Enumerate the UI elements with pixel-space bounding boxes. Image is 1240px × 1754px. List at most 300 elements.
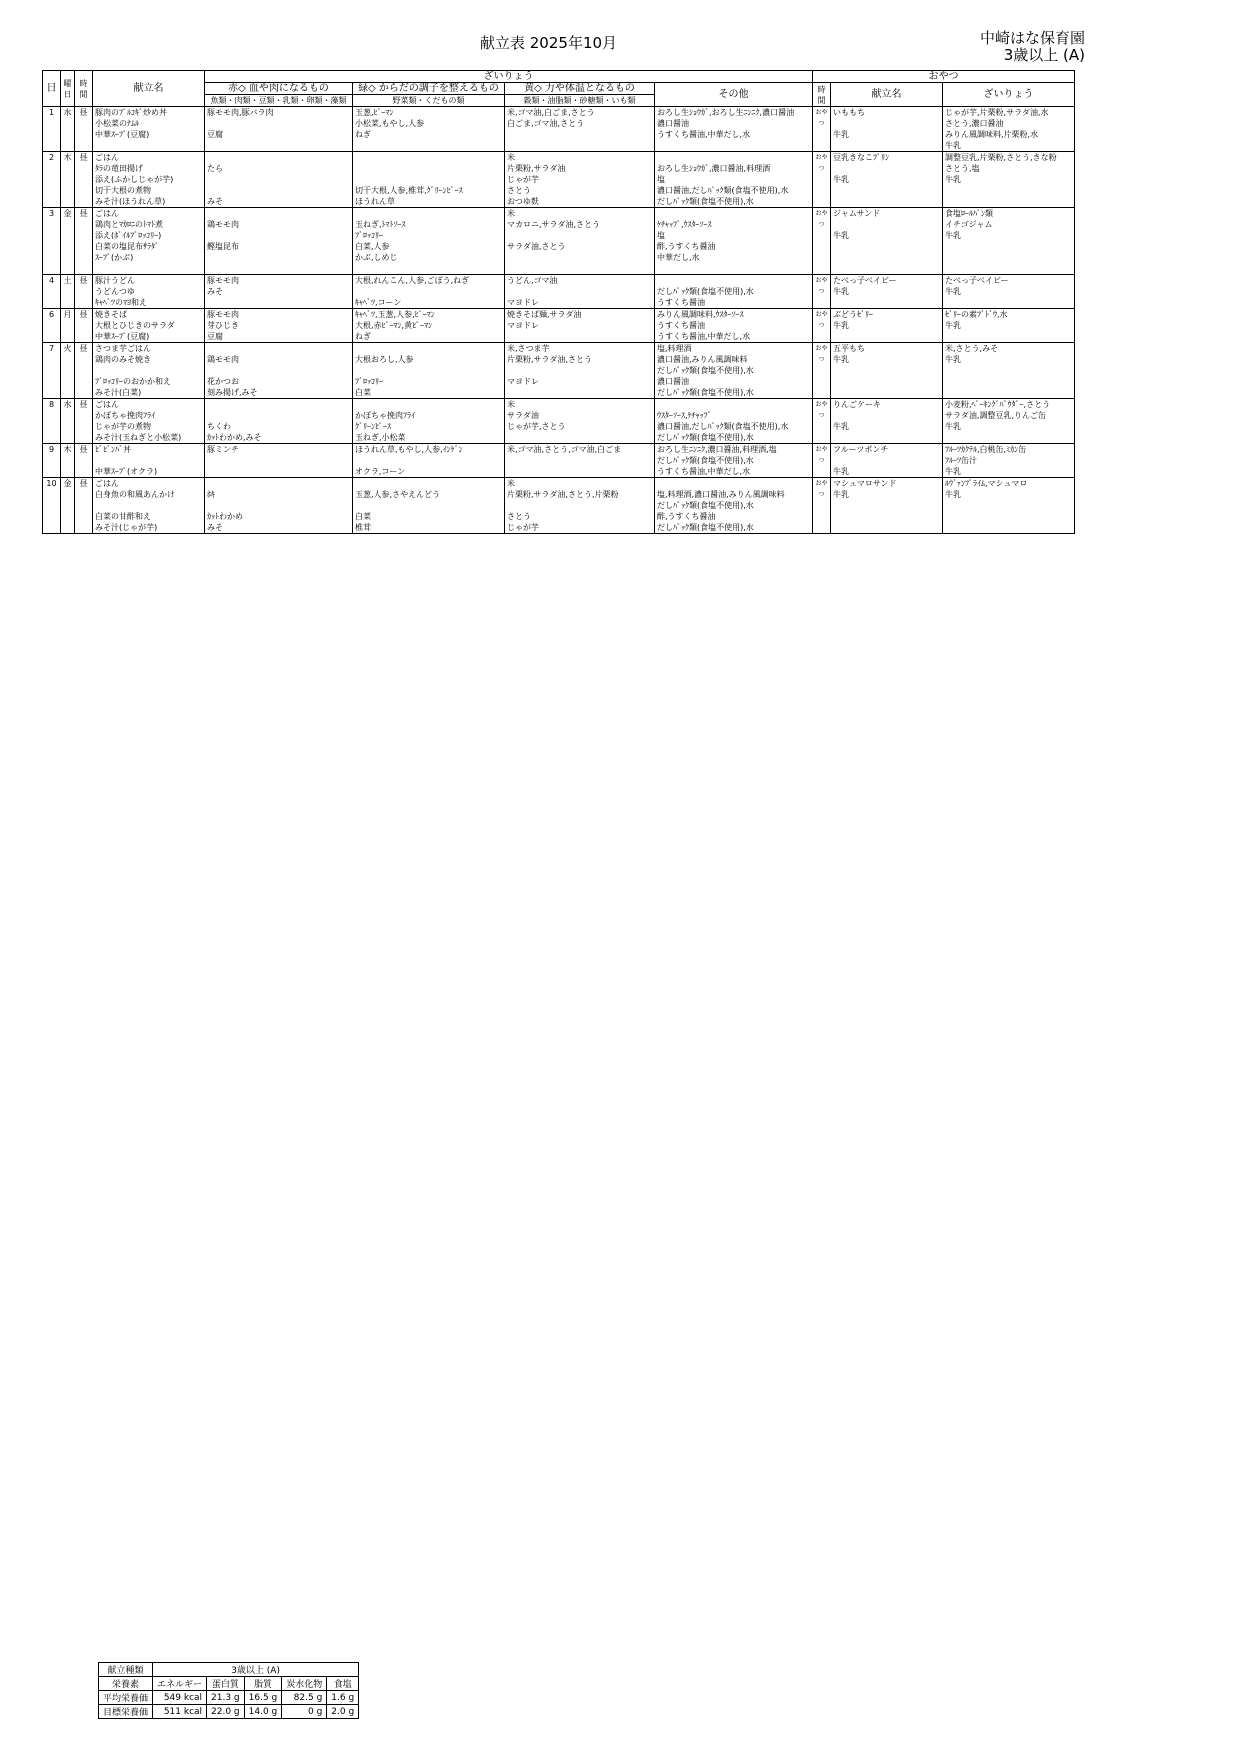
snack-ingredient-cell (943, 152, 1075, 208)
other-ingredient: 酢,うすくち醤油 (657, 512, 716, 521)
yellow-ingredient: 米 (507, 400, 515, 409)
day-row (43, 152, 1075, 208)
nutrition-cell: 82.5 g (282, 1691, 327, 1705)
red-ingredient (207, 365, 350, 376)
snack-ingredient: たべっ子ベイビー (945, 276, 1009, 285)
nutrition-type-value: 3歳以上 (A) (153, 1663, 359, 1677)
snack-time: おやつ (813, 343, 831, 399)
nutrition-cell: 平均栄養価 (99, 1691, 153, 1705)
other-ingredient: うすくち醤油 (657, 298, 705, 307)
nutrition-header: 蛋白質 (207, 1677, 245, 1691)
green-ingredient (355, 343, 502, 354)
day-number: 2 (43, 152, 61, 208)
yellow-ingredient: 焼きそば麺,サラダ油 (507, 310, 582, 319)
green-ingredient: ねぎ (355, 332, 371, 341)
nutrition-header-row (99, 1677, 359, 1691)
weekday: 金 (61, 478, 75, 534)
yellow-ingredient (507, 331, 652, 342)
red-ingredient (207, 185, 350, 196)
green-ingredient (355, 163, 502, 174)
menu-item-cell (93, 478, 205, 534)
col-red-sub: 魚類・肉類・豆類・乳類・卵類・藻類 (205, 95, 353, 107)
red-ingredient: 豆腐 (207, 332, 223, 341)
red-ingredient (207, 343, 350, 354)
menu-item: 白身魚の和風あんかけ (95, 490, 175, 499)
col-green: 緑◇ からだの調子を整えるもの (353, 83, 505, 95)
day-row (43, 343, 1075, 399)
snack-ingredient-cell (943, 107, 1075, 152)
yellow-ingredient-cell (505, 208, 655, 275)
yellow-ingredient: 片栗粉,サラダ油 (507, 164, 566, 173)
snack-menu-cell (831, 275, 943, 309)
other-ingredient-cell (655, 309, 813, 343)
green-ingredient (355, 152, 502, 163)
green-ingredient: 椎茸 (355, 523, 371, 532)
menu-item: 切干大根の煮物 (95, 186, 151, 195)
menu-item-cell (93, 309, 205, 343)
menu-item: ﾌﾞﾛｯｺﾘｰのおかか和え (95, 377, 171, 386)
snack-menu: ジャムサンド (833, 209, 881, 218)
snack-menu: 牛乳 (833, 175, 849, 184)
snack-ingredient: 牛乳 (945, 231, 961, 240)
green-ingredient (355, 286, 502, 297)
green-ingredient: 切干大根,人参,椎茸,ｸﾞﾘｰﾝﾋﾟｰｽ (355, 186, 463, 195)
snack-ingredient: みりん風調味料,片栗粉,水 (945, 130, 1039, 139)
day-row (43, 208, 1075, 275)
weekday: 火 (61, 343, 75, 399)
day-number: 10 (43, 478, 61, 534)
col-yellow: 黄◇ 力や体温となるもの (505, 83, 655, 95)
other-ingredient: だしﾊﾟｯｸ類(食塩不使用),水 (657, 456, 754, 465)
red-ingredient (207, 399, 350, 410)
green-ingredient (355, 399, 502, 410)
yellow-ingredient: 片栗粉,サラダ油,さとう (507, 355, 593, 364)
snack-menu: 牛乳 (833, 490, 849, 499)
green-ingredient: 玉ねぎ,ﾄﾏﾄｿｰｽ (355, 220, 406, 229)
day-row (43, 107, 1075, 152)
yellow-ingredient-cell (505, 152, 655, 208)
nutrition-header: 脂質 (244, 1677, 282, 1691)
red-ingredient (207, 500, 350, 511)
green-ingredient: ｷｬﾍﾞﾂ,玉葱,人参,ﾋﾟｰﾏﾝ (355, 310, 435, 319)
menu-item (95, 455, 202, 466)
snack-ingredient: 牛乳 (945, 141, 961, 150)
organization-block (980, 30, 1085, 64)
weekday: 金 (61, 208, 75, 275)
red-ingredient (207, 152, 350, 163)
snack-ingredient: さとう,濃口醤油 (945, 119, 1004, 128)
snack-menu (833, 219, 940, 230)
menu-item-cell (93, 152, 205, 208)
nutrition-header: エネルギー (153, 1677, 207, 1691)
yellow-ingredient-cell (505, 399, 655, 444)
snack-ingredient: 牛乳 (945, 175, 961, 184)
other-ingredient: 塩,料理酒,濃口醤油,みりん風調味料 (657, 490, 785, 499)
red-ingredient-cell (205, 275, 353, 309)
green-ingredient: オクラ,コーン (355, 467, 406, 476)
snack-time: おやつ (813, 444, 831, 478)
snack-time: おやつ (813, 275, 831, 309)
menu-item: みそ汁(じゃが芋) (95, 523, 158, 532)
nutrition-cell: 22.0 g (207, 1705, 245, 1719)
weekday: 木 (61, 152, 75, 208)
yellow-ingredient: 米 (507, 153, 515, 162)
col-snack-menu: 献立名 (831, 83, 943, 107)
nutrition-cell: 14.0 g (244, 1705, 282, 1719)
snack-menu: 牛乳 (833, 355, 849, 364)
other-ingredient: だしﾊﾟｯｸ類(食塩不使用),水 (657, 433, 754, 442)
red-ingredient-cell (205, 343, 353, 399)
menu-item: 小松菜のﾅﾑﾙ (95, 119, 139, 128)
snack-menu (833, 410, 940, 421)
menu-table (42, 70, 1075, 534)
day-number: 8 (43, 399, 61, 444)
nutrition-cell: 1.6 g (327, 1691, 359, 1705)
snack-menu: 牛乳 (833, 321, 849, 330)
green-ingredient (355, 208, 502, 219)
snack-ingredient-cell (943, 444, 1075, 478)
nutrition-cell: 目標栄養価 (99, 1705, 153, 1719)
menu-item: 中華ｽｰﾌﾟ(オクラ) (95, 467, 158, 476)
day-number: 9 (43, 444, 61, 478)
yellow-ingredient: さとう (507, 512, 531, 521)
meal-time: 昼 (75, 275, 93, 309)
nutrition-cell: 511 kcal (153, 1705, 207, 1719)
snack-menu-cell (831, 444, 943, 478)
menu-item (95, 365, 202, 376)
snack-ingredient: 食塩ﾛｰﾙﾊﾟﾝ類 (945, 209, 993, 218)
yellow-ingredient (507, 455, 652, 466)
snack-menu-cell (831, 107, 943, 152)
col-ingredients: ざいりょう (205, 71, 813, 83)
red-ingredient: ﾎｷ (207, 490, 215, 499)
green-ingredient: 玉葱,人参,さやえんどう (355, 490, 441, 499)
menu-item-cell (93, 275, 205, 309)
snack-ingredient: サラダ油,調整豆乳,りんご缶 (945, 411, 1047, 420)
red-ingredient: 鰹塩昆布 (207, 242, 239, 251)
menu-item (95, 500, 202, 511)
snack-menu: フルーツポンチ (833, 445, 889, 454)
red-ingredient (207, 297, 350, 308)
yellow-ingredient: マヨドレ (507, 377, 539, 386)
nutrition-header: 食塩 (327, 1677, 359, 1691)
red-ingredient (207, 230, 350, 241)
other-ingredient-cell (655, 152, 813, 208)
other-ingredient: 中華だし,水 (657, 253, 700, 262)
other-ingredient (657, 275, 810, 286)
other-ingredient: 濃口醤油 (657, 119, 689, 128)
other-ingredient: 濃口醤油,だしﾊﾟｯｸ類(食塩不使用),水 (657, 186, 789, 195)
menu-item: みそ汁(白菜) (95, 388, 142, 397)
yellow-ingredient: 米,さつま芋 (507, 344, 550, 353)
menu-item: 添え(ふかしじゃが芋) (95, 175, 174, 184)
red-ingredient: 豆腐 (207, 130, 223, 139)
day-row (43, 444, 1075, 478)
green-ingredient: 白菜 (355, 512, 371, 521)
red-ingredient (207, 252, 350, 263)
green-ingredient: ねぎ (355, 130, 371, 139)
other-ingredient (657, 152, 810, 163)
other-ingredient: だしﾊﾟｯｸ類(食塩不使用),水 (657, 366, 754, 375)
green-ingredient: ｷｬﾍﾞﾂ,コーン (355, 298, 402, 307)
day-row (43, 478, 1075, 534)
menu-item: 白菜の塩昆布ｻﾗﾀﾞ (95, 242, 159, 251)
yellow-ingredient (507, 432, 652, 443)
green-ingredient: ﾌﾞﾛｯｺﾘｰ (355, 377, 383, 386)
menu-item: 添え(ﾎﾞｲﾙﾌﾞﾛｯｺﾘｰ) (95, 231, 162, 240)
menu-item: ごはん (95, 209, 119, 218)
yellow-ingredient: マヨドレ (507, 321, 539, 330)
other-ingredient (657, 399, 810, 410)
other-ingredient-cell (655, 208, 813, 275)
red-ingredient: 花かつお (207, 377, 239, 386)
snack-menu: ぶどうｾﾞﾘｰ (833, 310, 873, 319)
yellow-ingredient: おつゆ麩 (507, 197, 539, 206)
snack-time: おやつ (813, 399, 831, 444)
menu-item: 中華ｽｰﾌﾟ(豆腐) (95, 332, 150, 341)
green-ingredient (355, 365, 502, 376)
menu-item: みそ汁(ほうれん草) (95, 197, 166, 206)
other-ingredient: 酢,うすくち醤油 (657, 242, 716, 251)
yellow-ingredient (507, 466, 652, 477)
green-ingredient-cell (353, 309, 505, 343)
yellow-ingredient: じゃが芋,さとう (507, 422, 566, 431)
nutrition-cell: 549 kcal (153, 1691, 207, 1705)
menu-item: さつま芋ごはん (95, 344, 151, 353)
red-ingredient-cell (205, 107, 353, 152)
menu-item-cell (93, 208, 205, 275)
green-ingredient-cell (353, 343, 505, 399)
snack-menu-cell (831, 208, 943, 275)
menu-item: 大根とひじきのサラダ (95, 321, 175, 330)
snack-ingredient: ｾﾞﾘｰの素ﾌﾞﾄﾞｳ,水 (945, 310, 1008, 319)
snack-menu-cell (831, 399, 943, 444)
meal-time: 昼 (75, 478, 93, 534)
nutrition-cell: 2.0 g (327, 1705, 359, 1719)
other-ingredient: おろし生ﾆﾝﾆｸ,濃口醤油,料理酒,塩 (657, 445, 777, 454)
green-ingredient-cell (353, 444, 505, 478)
green-ingredient (355, 500, 502, 511)
menu-item: 鶏肉とﾏｶﾛﾆのﾄﾏﾄ煮 (95, 220, 163, 229)
green-ingredient-cell (353, 478, 505, 534)
red-ingredient: みそ (207, 523, 223, 532)
snack-ingredient: じゃが芋,片栗粉,サラダ油,水 (945, 108, 1049, 117)
other-ingredient: ｳｽﾀｰｿｰｽ,ｹﾁｬｯﾌﾟ (657, 411, 712, 420)
yellow-ingredient: マカロニ,サラダ油,さとう (507, 220, 601, 229)
red-ingredient: みそ (207, 287, 223, 296)
menu-item: ｽｰﾌﾟ(かぶ) (95, 253, 134, 262)
yellow-ingredient: じゃが芋 (507, 523, 539, 532)
weekday: 土 (61, 275, 75, 309)
green-ingredient: 大根,赤ﾋﾟｰﾏﾝ,黄ﾋﾟｰﾏﾝ (355, 321, 433, 330)
meal-time: 昼 (75, 444, 93, 478)
nutrition-header: 栄養素 (99, 1677, 153, 1691)
other-ingredient: うすくち醤油,中華だし,水 (657, 130, 751, 139)
green-ingredient: ほうれん草,もやし,人参,ｲﾝｹﾞﾝ (355, 445, 463, 454)
yellow-ingredient: さとう (507, 186, 531, 195)
snack-time: おやつ (813, 309, 831, 343)
green-ingredient: かぶ,しめじ (355, 253, 398, 262)
red-ingredient (207, 208, 350, 219)
yellow-ingredient (507, 252, 652, 263)
red-ingredient: ｶｯﾄわかめ,みそ (207, 433, 262, 442)
yellow-ingredient-cell (505, 309, 655, 343)
red-ingredient (207, 478, 350, 489)
green-ingredient-cell (353, 107, 505, 152)
day-row (43, 309, 1075, 343)
snack-menu (833, 118, 940, 129)
day-number: 4 (43, 275, 61, 309)
other-ingredient: だしﾊﾟｯｸ類(食塩不使用),水 (657, 501, 754, 510)
snack-ingredient: 調整豆乳,片栗粉,さとう,きな粉 (945, 153, 1057, 162)
page-title: 献立表 2025年10月 (480, 34, 618, 52)
yellow-ingredient (507, 365, 652, 376)
menu-item: ごはん (95, 153, 119, 162)
col-time: 時間 (75, 71, 93, 107)
snack-menu: 牛乳 (833, 130, 849, 139)
other-ingredient-cell (655, 399, 813, 444)
red-ingredient: たら (207, 164, 223, 173)
menu-item: ごはん (95, 479, 119, 488)
snack-menu: いももち (833, 108, 865, 117)
red-ingredient (207, 118, 350, 129)
green-ingredient: 玉ねぎ,小松菜 (355, 433, 406, 442)
yellow-ingredient: 片栗粉,サラダ油,さとう,片栗粉 (507, 490, 619, 499)
snack-ingredient-cell (943, 399, 1075, 444)
red-ingredient (207, 174, 350, 185)
yellow-ingredient: サラダ油 (507, 411, 539, 420)
other-ingredient-cell (655, 275, 813, 309)
other-ingredient-cell (655, 444, 813, 478)
snack-ingredient-cell (943, 208, 1075, 275)
snack-menu-cell (831, 309, 943, 343)
snack-time: おやつ (813, 152, 831, 208)
green-ingredient: ほうれん草 (355, 197, 395, 206)
nutrition-cell: 21.3 g (207, 1691, 245, 1705)
other-ingredient-cell (655, 107, 813, 152)
green-ingredient: ﾌﾞﾛｯｺﾘｰ (355, 231, 383, 240)
menu-item: 白菜の甘酢和え (95, 512, 151, 521)
other-ingredient: うすくち醤油,中華だし,水 (657, 467, 751, 476)
green-ingredient: ｸﾞﾘｰﾝﾋﾟｰｽ (355, 422, 391, 431)
weekday: 木 (61, 444, 75, 478)
other-ingredient: おろし生ｼｮｳｶﾞ,おろし生ﾆﾝﾆｸ,濃口醤油 (657, 108, 795, 117)
green-ingredient (355, 455, 502, 466)
age-group: 3歳以上 (A) (1003, 46, 1085, 64)
meal-time: 昼 (75, 107, 93, 152)
green-ingredient: 白菜,人参 (355, 242, 390, 251)
red-ingredient (207, 466, 350, 477)
snack-menu-cell (831, 478, 943, 534)
other-ingredient: うすくち醤油 (657, 321, 705, 330)
snack-ingredient-cell (943, 309, 1075, 343)
red-ingredient (207, 410, 350, 421)
yellow-ingredient: 米 (507, 209, 515, 218)
snack-menu: 牛乳 (833, 287, 849, 296)
other-ingredient: 塩 (657, 175, 665, 184)
org-name: 中崎はな保育園 (979, 29, 1085, 47)
menu-item: ﾀﾗの竜田揚げ (95, 164, 143, 173)
green-ingredient-cell (353, 208, 505, 275)
nutrition-cell: 0 g (282, 1705, 327, 1719)
other-ingredient: だしﾊﾟｯｸ類(食塩不使用),水 (657, 523, 754, 532)
snack-time: おやつ (813, 107, 831, 152)
yellow-ingredient-cell (505, 343, 655, 399)
yellow-ingredient (507, 500, 652, 511)
red-ingredient: 鶏モモ肉 (207, 220, 239, 229)
yellow-ingredient-cell (505, 444, 655, 478)
col-red: 赤◇ 血や肉になるもの (205, 83, 353, 95)
yellow-ingredient: マヨドレ (507, 298, 539, 307)
menu-item-cell (93, 399, 205, 444)
yellow-ingredient-cell (505, 107, 655, 152)
nutrition-avg-row (99, 1691, 359, 1705)
snack-menu: 牛乳 (833, 422, 849, 431)
snack-time: おやつ (813, 478, 831, 534)
menu-item: うどんつゆ (95, 287, 135, 296)
day-row (43, 399, 1075, 444)
weekday: 月 (61, 309, 75, 343)
col-day: 日 (43, 71, 61, 107)
col-menu: 献立名 (93, 71, 205, 107)
snack-ingredient: 米,さとう,みそ (945, 344, 999, 353)
snack-menu: たべっ子ベイビー (833, 276, 897, 285)
other-ingredient: 塩 (657, 231, 665, 240)
snack-ingredient: 牛乳 (945, 490, 961, 499)
menu-item: じゃが芋の煮物 (95, 422, 151, 431)
red-ingredient (207, 455, 350, 466)
snack-menu: 牛乳 (833, 231, 849, 240)
yellow-ingredient: サラダ油,さとう (507, 242, 566, 251)
snack-menu: 牛乳 (833, 467, 849, 476)
menu-item-cell (93, 107, 205, 152)
day-number: 6 (43, 309, 61, 343)
red-ingredient: 豚モモ肉 (207, 310, 239, 319)
menu-body (43, 107, 1075, 534)
red-ingredient-cell (205, 309, 353, 343)
red-ingredient: 刻み揚げ,みそ (207, 388, 258, 397)
snack-ingredient: イチゴジャム (945, 220, 993, 229)
yellow-ingredient: うどん,ゴマ油 (507, 276, 558, 285)
red-ingredient: 豚ミンチ (207, 445, 239, 454)
yellow-ingredient (507, 230, 652, 241)
other-ingredient: 濃口醤油,だしﾊﾟｯｸ類(食塩不使用),水 (657, 422, 789, 431)
nutrition-header: 炭水化物 (282, 1677, 327, 1691)
snack-menu: マシュマロサンド (833, 479, 897, 488)
red-ingredient-cell (205, 208, 353, 275)
snack-ingredient: 牛乳 (945, 422, 961, 431)
yellow-ingredient: 白ごま,ゴマ油,さとう (507, 119, 585, 128)
yellow-ingredient (507, 129, 652, 140)
red-ingredient: ちくわ (207, 422, 231, 431)
green-ingredient: 玉葱,ﾋﾟｰﾏﾝ (355, 108, 394, 117)
day-row (43, 275, 1075, 309)
meal-time: 昼 (75, 399, 93, 444)
green-ingredient-cell (353, 275, 505, 309)
red-ingredient-cell (205, 478, 353, 534)
menu-item: みそ汁(玉ねぎと小松菜) (95, 433, 182, 442)
red-ingredient-cell (205, 444, 353, 478)
menu-item-cell (93, 444, 205, 478)
menu-item: 鶏肉のみそ焼き (95, 355, 151, 364)
menu-item-cell (93, 343, 205, 399)
menu-item: 豚肉のﾌﾟﾙｺｷﾞ炒め丼 (95, 108, 167, 117)
other-ingredient (657, 478, 810, 489)
day-number: 7 (43, 343, 61, 399)
menu-item: 焼きそば (95, 310, 127, 319)
snack-ingredient: ﾌﾙｰﾂｶｸﾃﾙ,白桃缶,ﾐｶﾝ缶 (945, 445, 1027, 454)
col-green-sub: 野菜類・くだもの類 (353, 95, 505, 107)
